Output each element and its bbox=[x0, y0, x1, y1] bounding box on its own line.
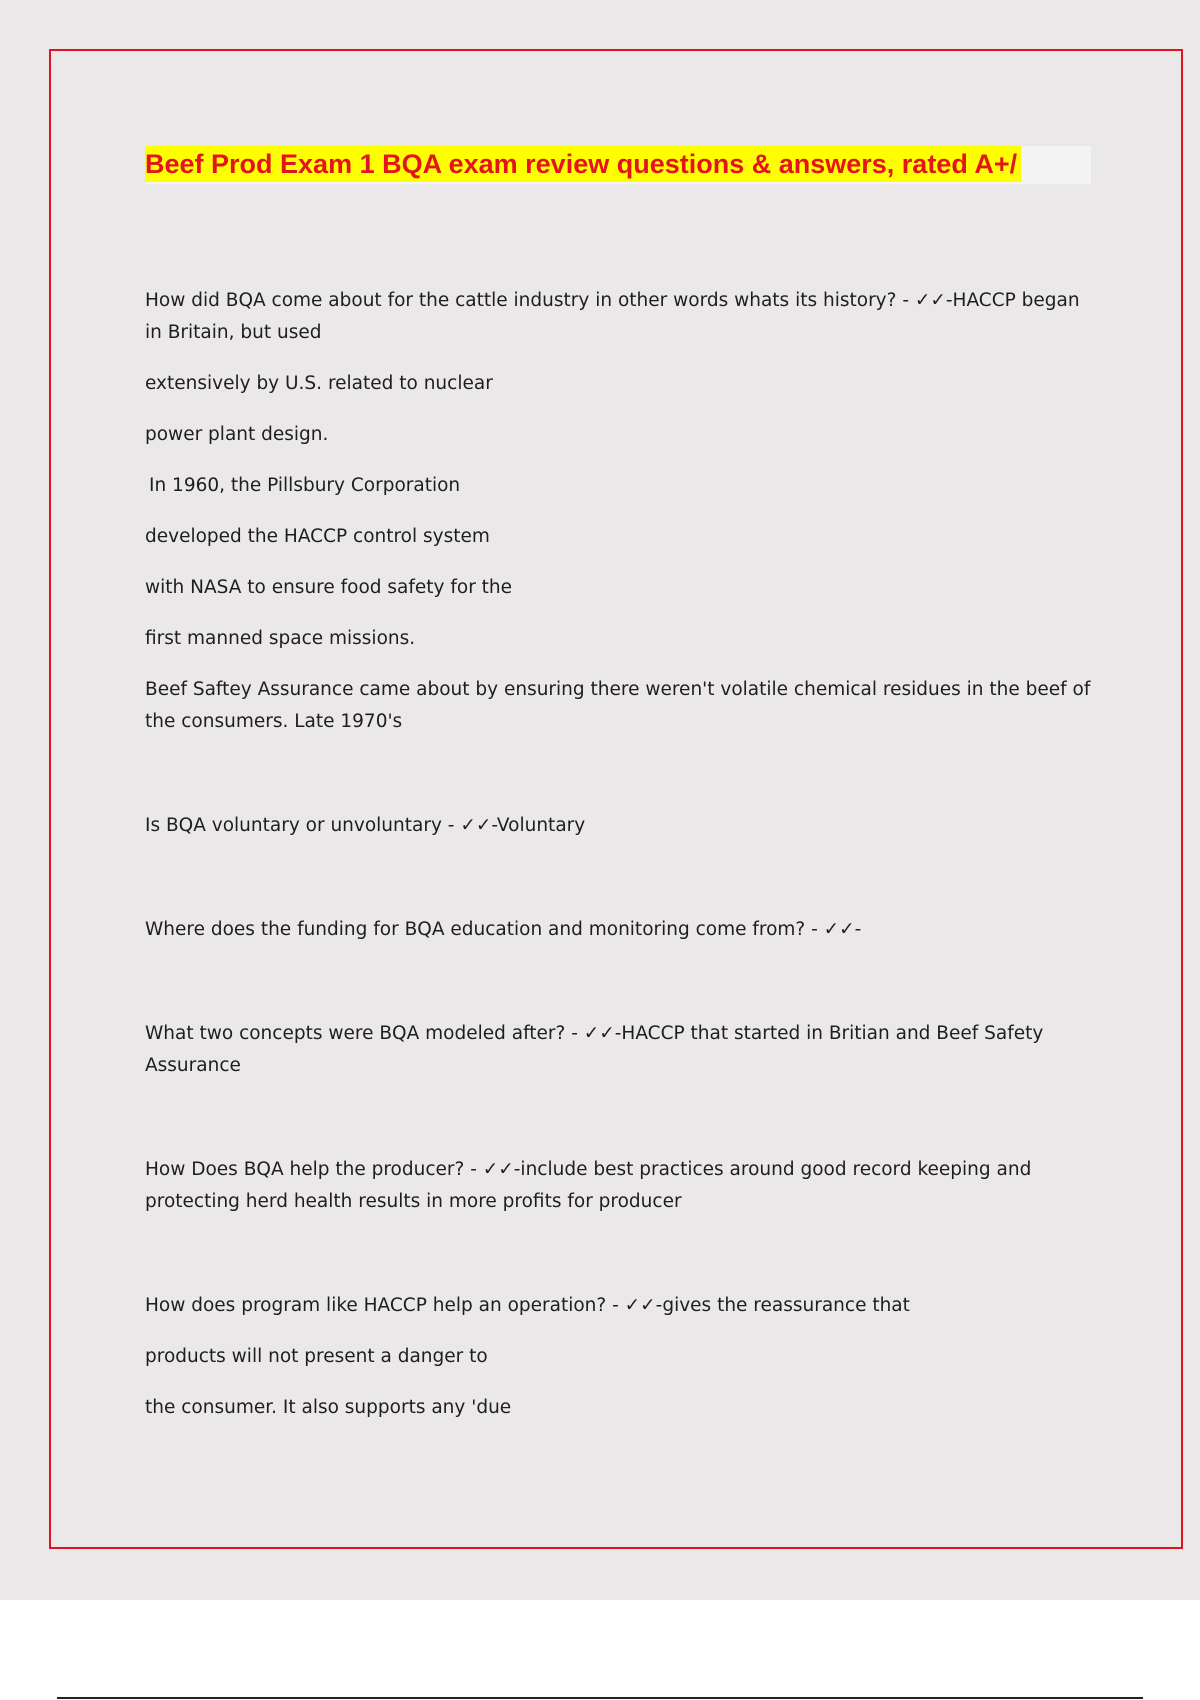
qa-concepts: What two concepts were BQA modeled after? - ✓✓-HACCP that started in Britian and Beef Safety Assurance bbox=[145, 1023, 1044, 1076]
qa-history-line: extensively by U.S. related to nuclear bbox=[145, 373, 493, 394]
qa-history-question: How did BQA come about for the cattle industry in other words whats its history? - ✓✓-HACCP began in Britain, but used bbox=[145, 290, 1080, 343]
qa-voluntary: Is BQA voluntary or unvoluntary - ✓✓-Voluntary bbox=[145, 815, 586, 836]
qa-haccp-operation: How does program like HACCP help an operation? - ✓✓-gives the reassurance that bbox=[145, 1295, 910, 1316]
qa-producer: How Does BQA help the producer? - ✓✓-include best practices around good record keeping and protecting herd health results in more profits for producer bbox=[145, 1159, 1032, 1212]
qa-haccp-line: the consumer. It also supports any 'due bbox=[145, 1397, 512, 1418]
qa-funding: Where does the funding for BQA education and monitoring come from? - ✓✓- bbox=[145, 919, 862, 940]
qa-history-line: In 1960, the Pillsbury Corporation bbox=[149, 475, 461, 496]
qa-history-line: developed the HACCP control system bbox=[145, 526, 490, 547]
qa-haccp-line: products will not present a danger to bbox=[145, 1346, 488, 1367]
document-body bbox=[145, 285, 1095, 1443]
qa-history-line: first manned space missions. bbox=[145, 628, 416, 649]
footer-divider bbox=[57, 1697, 1143, 1699]
qa-history-line: power plant design. bbox=[145, 424, 329, 445]
document-title: Beef Prod Exam 1 BQA exam review questions & answers, rated A+/ bbox=[145, 146, 1021, 182]
qa-history-line: with NASA to ensure food safety for the bbox=[145, 577, 513, 598]
qa-history-line: Beef Saftey Assurance came about by ensuring there weren't volatile chemical residues in the beef of the consumers. Late 1970's bbox=[145, 679, 1091, 732]
